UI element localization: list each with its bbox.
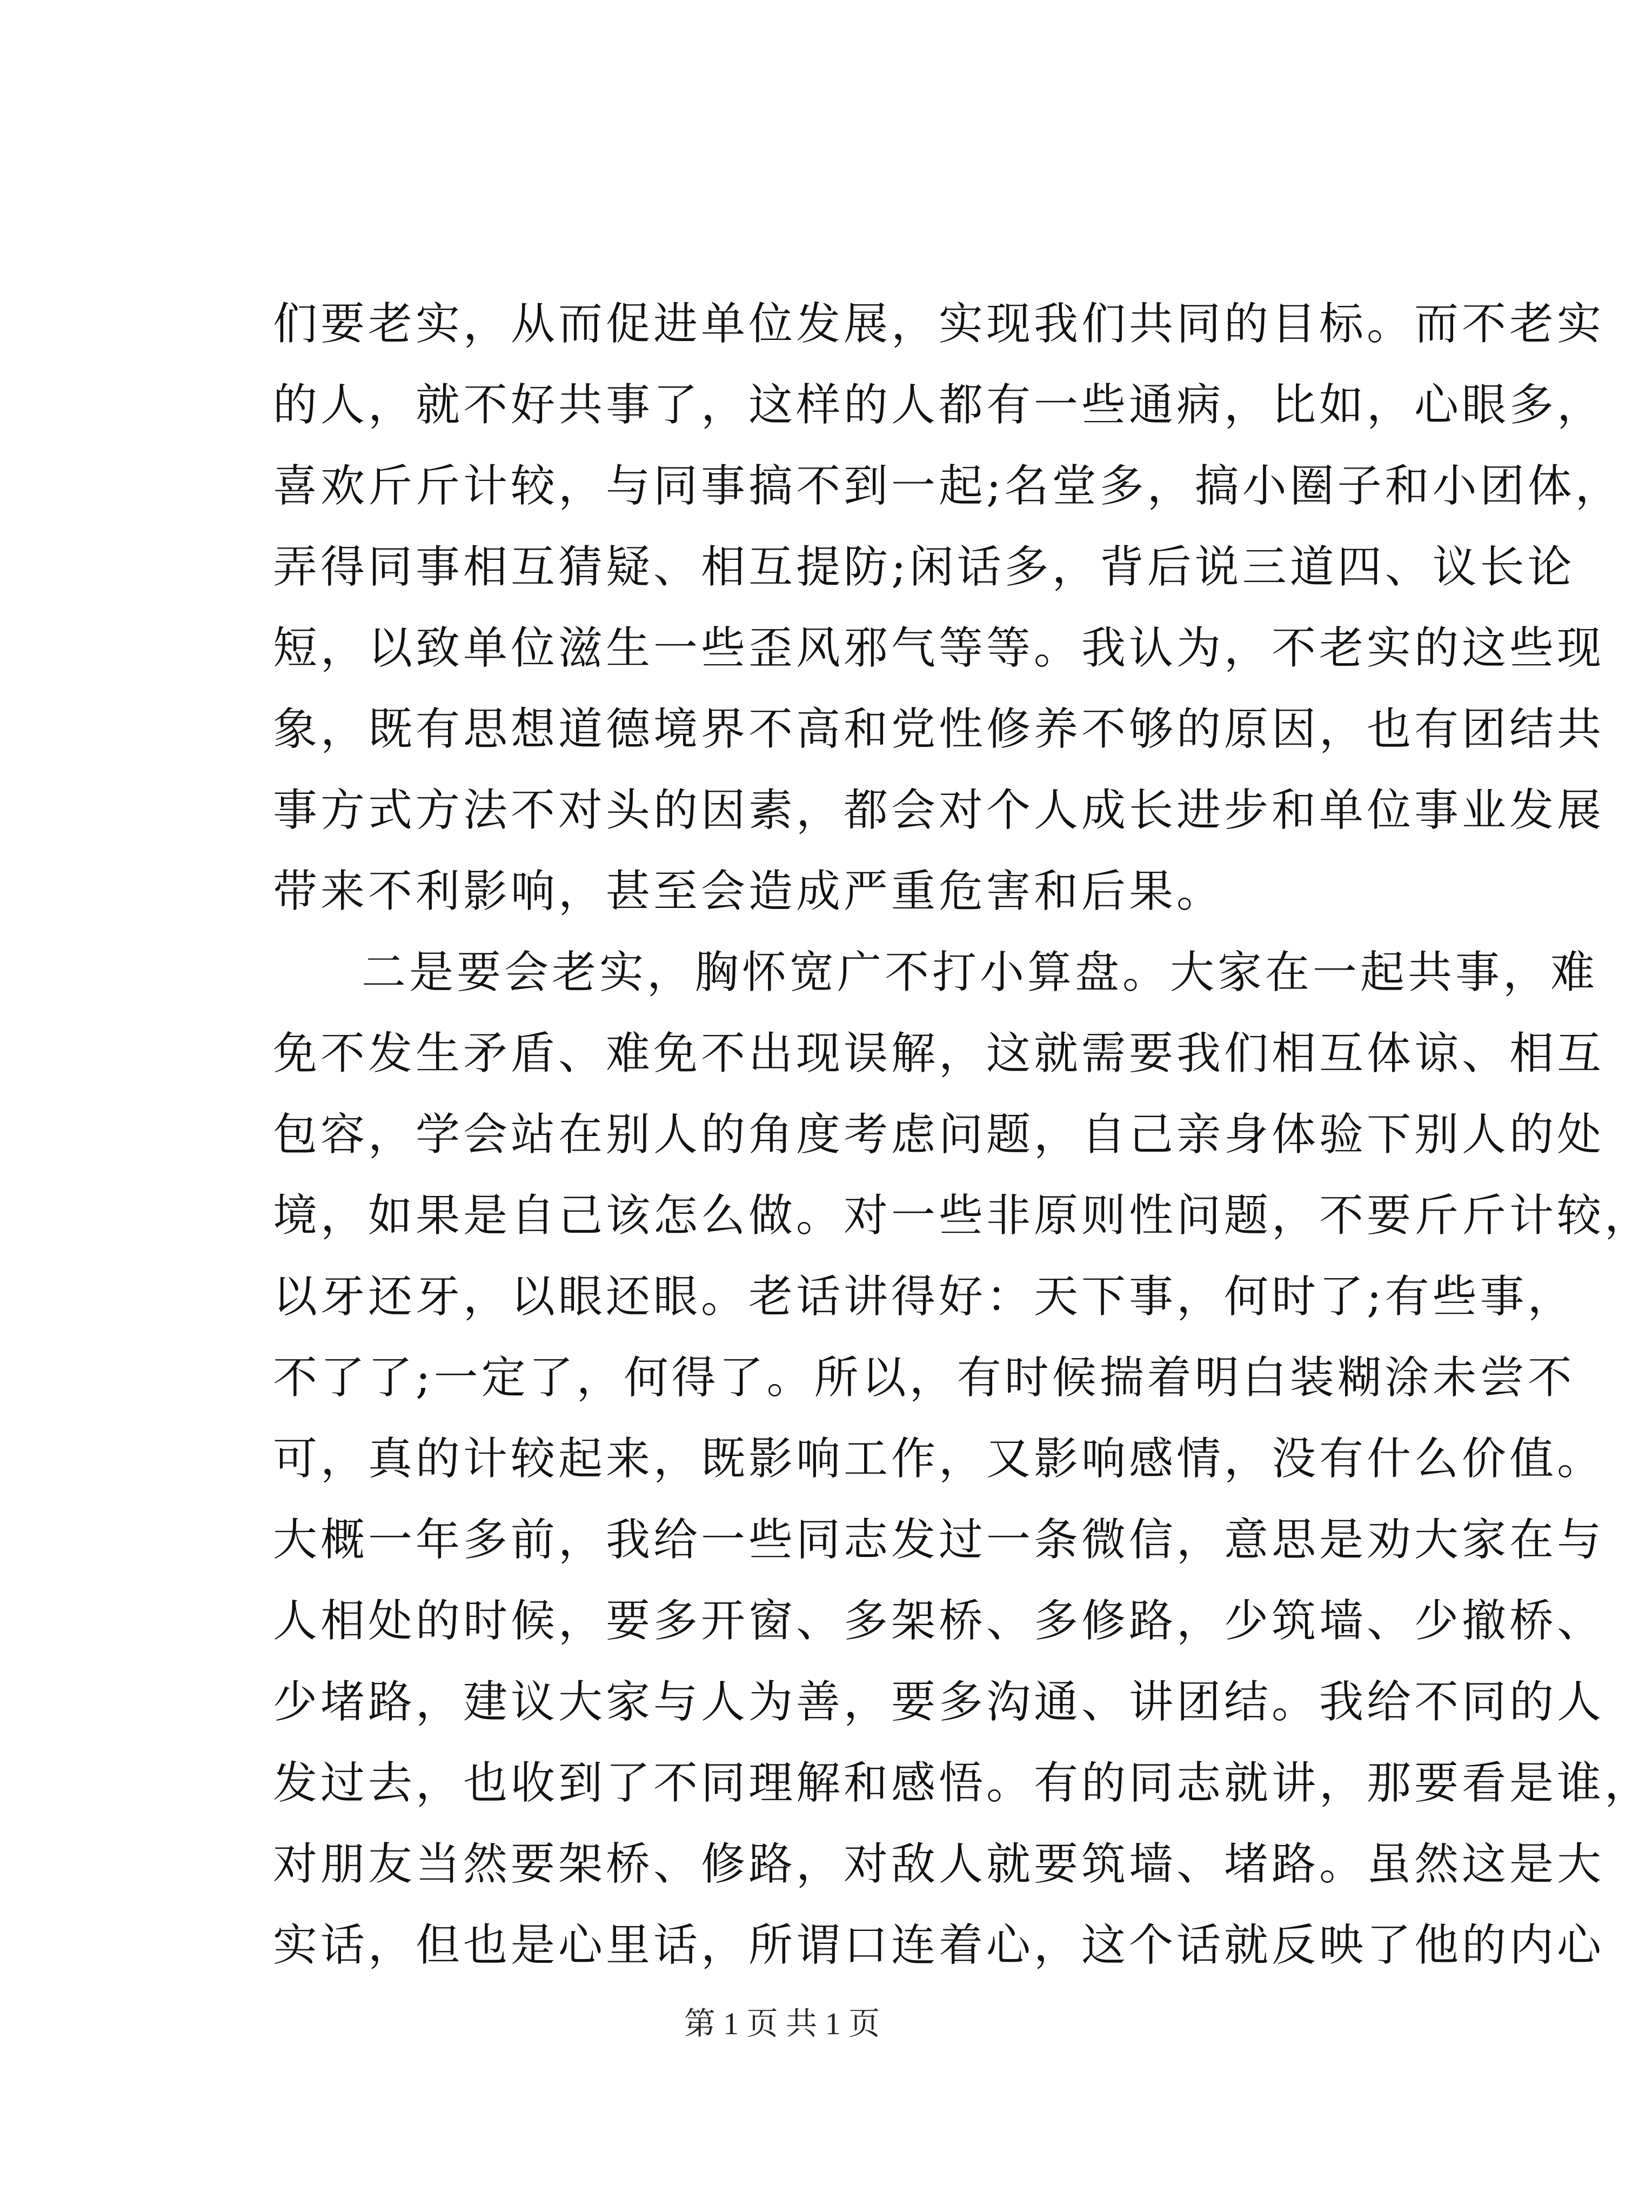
text-line-2: 的人，就不好共事了，这样的人都有一些通病，比如，心眼多， [273, 379, 1605, 431]
text-line-7: 事方式方法不对头的因素，都会对个人成长进步和单位事业发展 [273, 785, 1605, 836]
text-line-20: 对朋友当然要架桥、修路，对敌人就要筑墙、堵路。虽然这是大 [273, 1839, 1605, 1890]
text-line-4: 弄得同事相互猜疑、相互提防;闲话多，背后说三道四、议长论 [273, 542, 1575, 593]
text-line-1: 们要老实，从而促进单位发展，实现我们共同的目标。而不老实 [273, 298, 1605, 350]
text-line-9: 二是要会老实，胸怀宽广不打小算盘。大家在一起共事，难 [362, 947, 1599, 998]
text-line-11: 包容，学会站在别人的角度考虑问题，自己亲身体验下别人的处 [273, 1109, 1605, 1160]
text-line-8: 带来不利影响，甚至会造成严重危害和后果。 [273, 866, 1225, 917]
text-line-12: 境，如果是自己该怎么做。对一些非原则性问题，不要斤斤计较， [273, 1190, 1652, 1241]
text-line-21: 实话，但也是心里话，所谓口连着心，这个话就反映了他的内心 [273, 1920, 1605, 1971]
text-line-5: 短，以致单位滋生一些歪风邪气等等。我认为，不老实的这些现 [273, 623, 1605, 674]
text-line-10: 免不发生矛盾、难免不出现误解，这就需要我们相互体谅、相互 [273, 1028, 1605, 1079]
text-line-6: 象，既有思想道德境界不高和党性修养不够的原因，也有团结共 [273, 704, 1605, 755]
text-line-17: 人相处的时候，要多开窗、多架桥、多修路，少筑墙、少撤桥、 [273, 1595, 1605, 1647]
text-line-16: 大概一年多前，我给一些同志发过一条微信，意思是劝大家在与 [273, 1514, 1605, 1566]
text-line-15: 可，真的计较起来，既影响工作，又影响感情，没有什么价值。 [273, 1433, 1605, 1485]
text-line-3: 喜欢斤斤计较，与同事搞不到一起;名堂多，搞小圈子和小团体， [273, 460, 1623, 512]
text-line-13: 以牙还牙，以眼还眼。老话讲得好：天下事，何时了;有些事， [273, 1271, 1575, 1322]
text-line-18: 少堵路，建议大家与人为善，要多沟通、讲团结。我给不同的人 [273, 1676, 1605, 1728]
text-line-14: 不了了;一定了，何得了。所以，有时候揣着明白装糊涂未尝不 [273, 1352, 1575, 1404]
text-line-19: 发过去，也收到了不同理解和感悟。有的同志就讲，那要看是谁， [273, 1757, 1652, 1809]
page-footer: 第 1 页 共 1 页 [684, 2006, 880, 2041]
